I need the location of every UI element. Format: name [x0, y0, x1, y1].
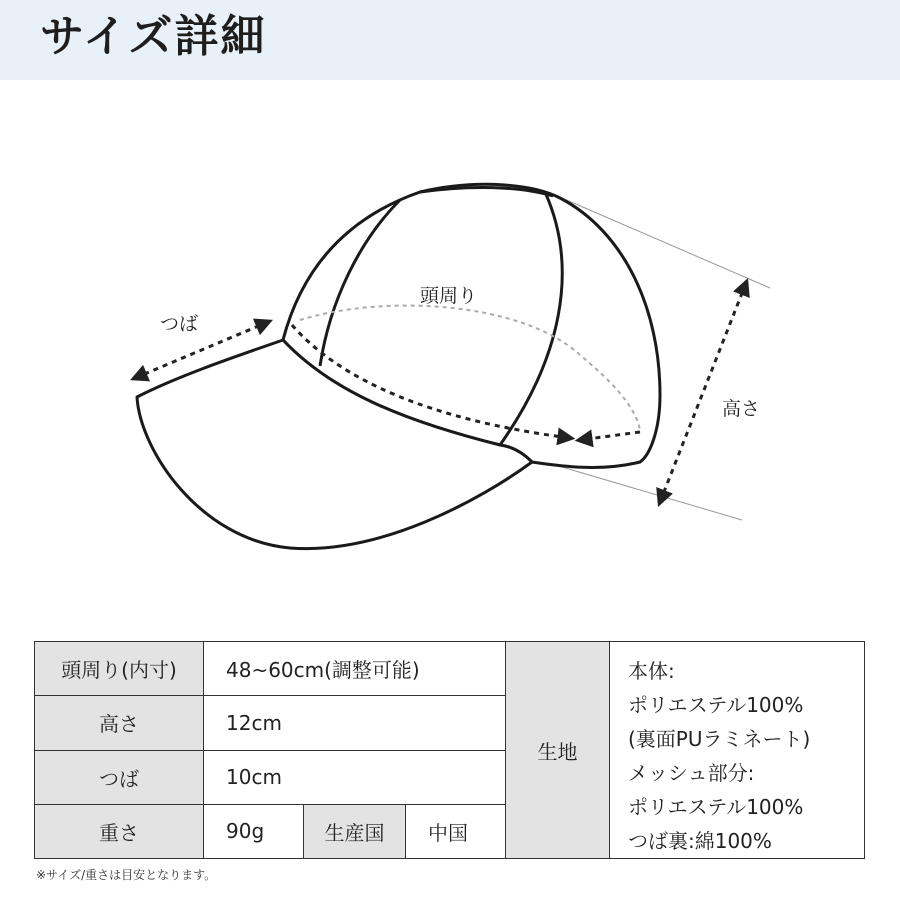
- height-guide-bottom: [545, 462, 742, 520]
- cap-diagram: [0, 80, 900, 620]
- brim-row-label: つば: [35, 750, 204, 804]
- material-label: 生地: [506, 642, 610, 859]
- material-line: (裏面PUラミネート): [628, 727, 811, 751]
- weight-value: 90g: [204, 804, 304, 858]
- head-size-label: 頭周り(内寸): [35, 642, 204, 696]
- material-line: つば裏:綿100%: [628, 829, 772, 853]
- table-row: [35, 642, 865, 696]
- origin-value: 中国: [406, 804, 506, 858]
- material-line: 本体:: [628, 659, 675, 683]
- brim-row-value: 10cm: [204, 750, 506, 804]
- height-row-label: 高さ: [35, 696, 204, 750]
- page-title: サイズ詳細: [40, 11, 267, 62]
- spec-table: [34, 641, 865, 859]
- height-row-value: 12cm: [204, 696, 506, 750]
- height-arrow: [660, 283, 746, 502]
- origin-label: 生産国: [304, 804, 406, 858]
- head-label: 頭周り: [420, 285, 478, 307]
- footnote: ※サイズ/重さは目安となります。: [36, 868, 217, 882]
- brim-label: つば: [160, 313, 199, 335]
- material-line: ポリエステル100%: [628, 795, 804, 819]
- height-label: 高さ: [722, 398, 761, 420]
- weight-label: 重さ: [35, 804, 204, 858]
- material-value: [610, 642, 865, 859]
- head-size-value: 48~60cm(調整可能): [204, 642, 506, 696]
- material-line: ポリエステル100%: [628, 693, 804, 717]
- header-band: [0, 0, 900, 80]
- material-line: メッシュ部分:: [628, 761, 755, 785]
